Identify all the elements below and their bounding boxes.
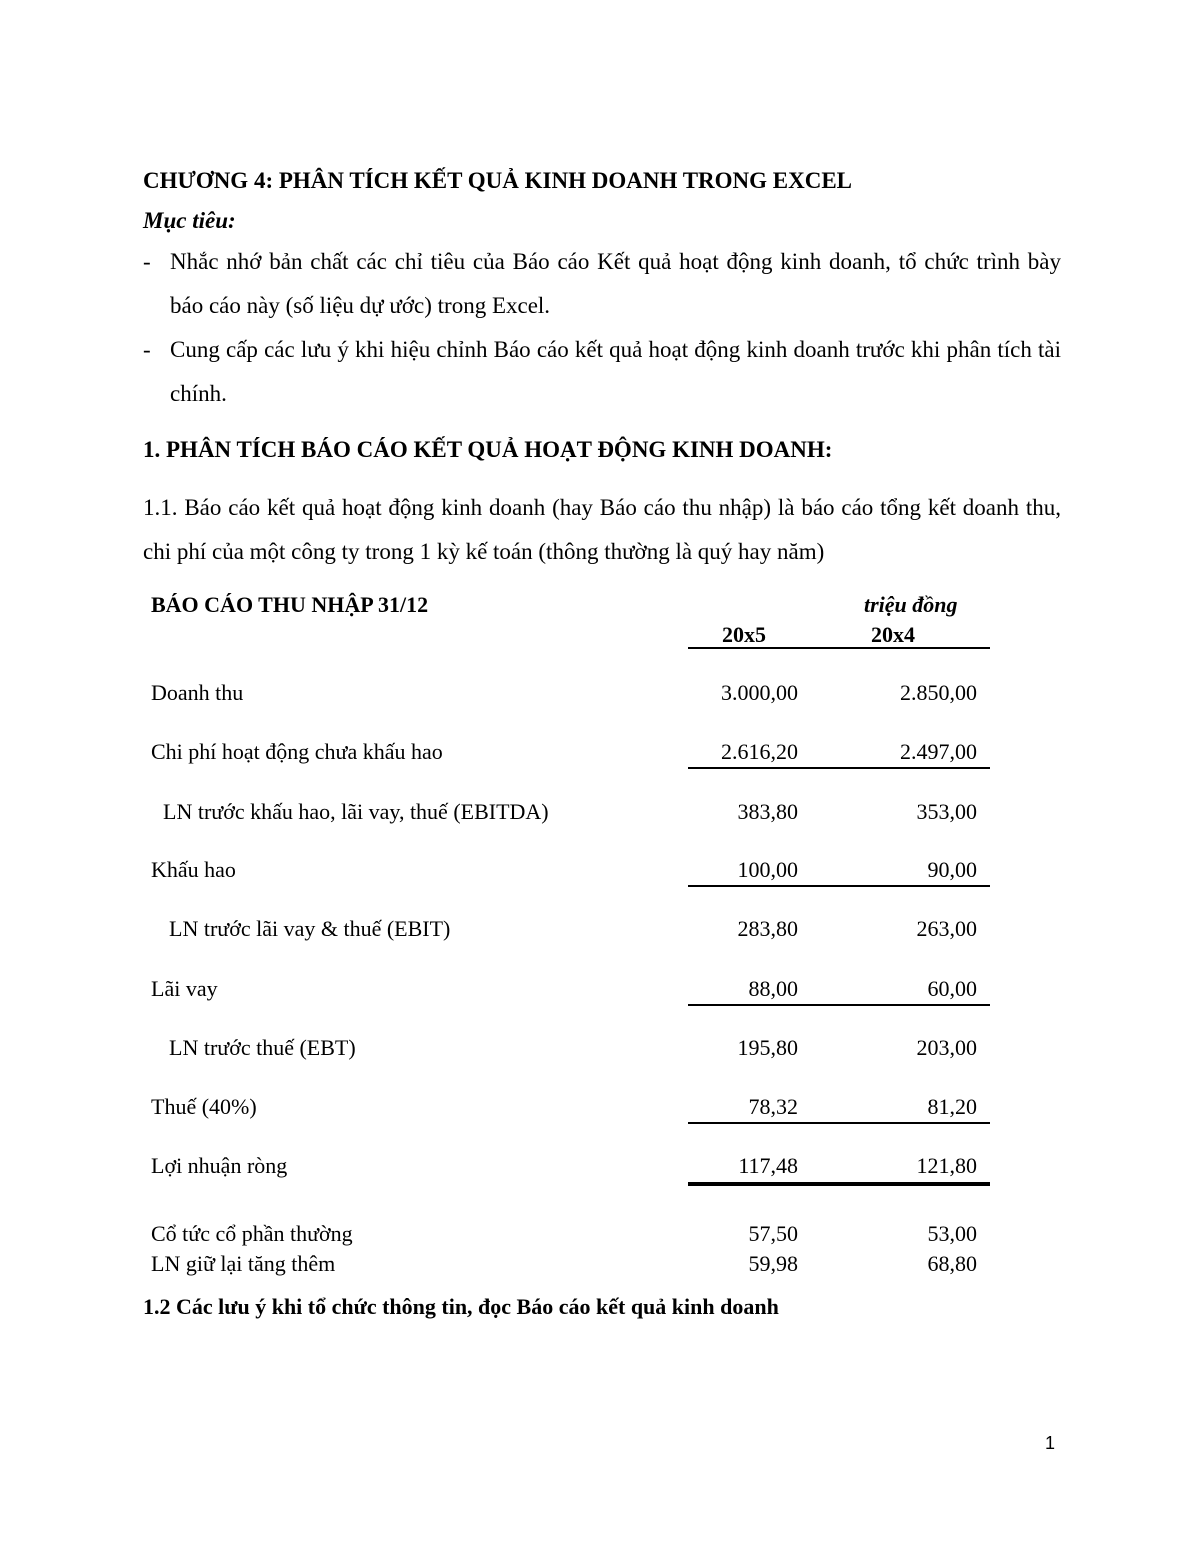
row-value-20x4: 68,80 (927, 1251, 977, 1276)
section-1-paragraph: 1.1. Báo cáo kết quả hoạt động kinh doanh (hay Báo cáo thu nhập) là báo cáo tổng kết doanh thu, chi phí của một công ty trong 1 kỳ kế toán (thông thường là quý hay năm) (143, 495, 1061, 564)
objective-text: Cung cấp các lưu ý khi hiệu chỉnh Báo cáo kết quả hoạt động kinh doanh trước khi phân tích tài chính. (170, 337, 1061, 406)
row-value-20x4: 60,00 (927, 976, 977, 1001)
row-label: Khấu hao (151, 857, 236, 882)
row-value-20x5: 383,80 (737, 799, 798, 824)
subtotal-underline (688, 1122, 990, 1124)
row-label: LN trước thuế (EBT) (169, 1035, 356, 1060)
table-row (0, 916, 1200, 946)
subtotal-underline (688, 885, 990, 887)
bullet-dash: - (143, 337, 151, 362)
objectives-label: Mục tiêu: (143, 208, 236, 233)
table-row (0, 680, 1200, 710)
bullet-dash: - (143, 249, 151, 274)
objective-item (143, 328, 1061, 416)
row-value-20x4: 121,80 (916, 1153, 977, 1178)
row-value-20x4: 81,20 (927, 1094, 977, 1119)
subtotal-underline (688, 767, 990, 769)
table-row (0, 739, 1200, 769)
page-number: 1 (1045, 1433, 1056, 1453)
table-row (0, 1251, 1200, 1281)
section-1-heading: 1. PHÂN TÍCH BÁO CÁO KẾT QUẢ HOẠT ĐỘNG KINH DOANH: (143, 437, 833, 462)
table-row (0, 976, 1200, 1006)
row-label: LN giữ lại tăng thêm (151, 1251, 336, 1276)
row-value-20x5: 117,48 (738, 1153, 798, 1178)
table-row (0, 1221, 1200, 1251)
row-value-20x5: 78,32 (748, 1094, 798, 1119)
row-value-20x4: 2.850,00 (900, 680, 977, 705)
section-1-2-heading: 1.2 Các lưu ý khi tổ chức thông tin, đọc Báo cáo kết quả kinh doanh (143, 1294, 779, 1319)
header-underline (688, 647, 990, 649)
row-value-20x5: 59,98 (748, 1251, 798, 1276)
row-value-20x5: 283,80 (737, 916, 798, 941)
net-income-underline (688, 1182, 990, 1186)
row-value-20x4: 53,00 (927, 1221, 977, 1246)
chapter-title: CHƯƠNG 4: PHÂN TÍCH KẾT QUẢ KINH DOANH TRONG EXCEL (143, 168, 853, 193)
table-row (0, 1153, 1200, 1183)
row-value-20x5: 195,80 (737, 1035, 798, 1060)
row-label: Doanh thu (151, 680, 244, 705)
row-label: Thuế (40%) (151, 1094, 257, 1119)
objective-text: Nhắc nhớ bản chất các chỉ tiêu của Báo cáo Kết quả hoạt động kinh doanh, tổ chức trình bày báo cáo này (số liệu dự ước) trong Excel. (170, 249, 1061, 318)
column-header-year-1: 20x5 (722, 622, 766, 647)
row-label: Lợi nhuận ròng (151, 1153, 288, 1178)
row-value-20x4: 2.497,00 (900, 739, 977, 764)
table-row (0, 799, 1200, 829)
table-unit: triệu đồng (864, 592, 958, 617)
row-value-20x5: 88,00 (748, 976, 798, 1001)
row-value-20x4: 353,00 (916, 799, 977, 824)
row-value-20x4: 90,00 (927, 857, 977, 882)
row-label: LN trước lãi vay & thuế (EBIT) (169, 916, 451, 941)
row-value-20x5: 3.000,00 (721, 680, 798, 705)
table-title: BÁO CÁO THU NHẬP 31/12 (151, 592, 429, 617)
row-value-20x4: 263,00 (916, 916, 977, 941)
row-label: Cổ tức cổ phần thường (151, 1221, 353, 1246)
row-label: LN trước khấu hao, lãi vay, thuế (EBITDA) (163, 799, 549, 824)
column-header-year-2: 20x4 (871, 622, 915, 647)
row-value-20x5: 57,50 (748, 1221, 798, 1246)
row-value-20x5: 100,00 (737, 857, 798, 882)
objective-item (143, 240, 1061, 328)
table-row (0, 1094, 1200, 1124)
table-row (0, 857, 1200, 887)
subtotal-underline (688, 1004, 990, 1006)
row-label: Lãi vay (151, 976, 218, 1001)
row-value-20x4: 203,00 (916, 1035, 977, 1060)
row-label: Chi phí hoạt động chưa khấu hao (151, 739, 443, 764)
table-row (0, 1035, 1200, 1065)
row-value-20x5: 2.616,20 (721, 739, 798, 764)
